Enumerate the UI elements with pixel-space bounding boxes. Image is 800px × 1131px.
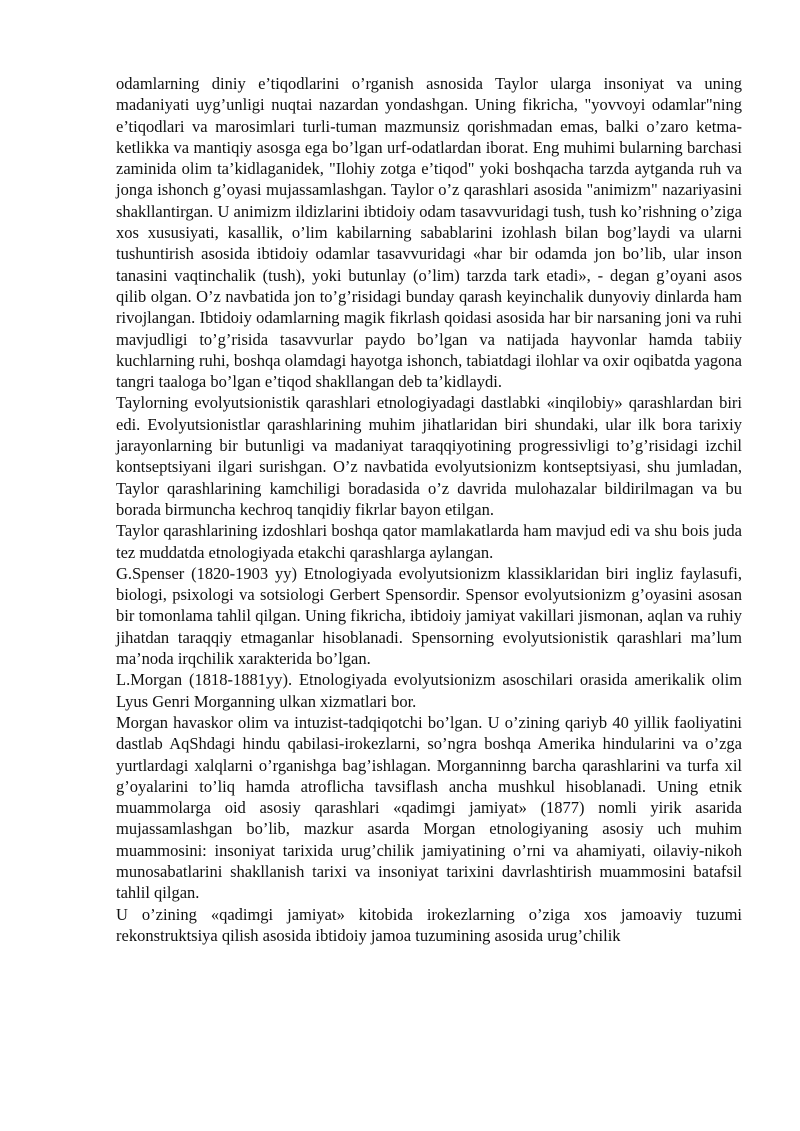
- paragraph-taylor-followers: Taylor qarashlarining izdoshlari boshqa qator mamlakatlarda ham mavjud edi va shu bois juda tez muddatda etnologiyada etakchi qarashlarga aylangan.: [116, 521, 742, 562]
- paragraph-taylor-evolutionism: Taylorning evolyutsionistik qarashlari etnologiyadagi dastlabki «inqilobiy» qarashlardan biri edi. Evolyutsionistlar qarashlarining muhim jihatlaridan biri shundaki, ular ilk bora tarixiy jarayonlarning bir butunligi va madaniyat taraqqiyotining progressivligi to’g’risidagi izchil kontseptsiyani ilgari surishgan. O’z navbatida evolyutsionizm kontseptsiyasi, shu jumladan, Taylor qarashlarining kamchiligi boradasida o’z davrida mulohazalar bildirilmagan va bu borada birmuncha kechroq tanqidiy fikrlar bayon etilgan.: [116, 393, 742, 519]
- paragraph-taylor-animism: odamlarning diniy e’tiqodlarini o’rganish asnosida Taylor ularga insoniyat va uning madaniyati uyg’unligi nuqtai nazardan yondashgan. Uning fikricha, "yovvoyi odamlar"ning e’tiqodlari va marosimlari turli-tuman mazmunsiz qorishmadan emas, balki o’zaro ketma-ketlikka va mantiqiy asosga ega bo’lgan urf-odatlardan iborat. Eng muhimi bularning barchasi zaminida olim ta’kidlaganidek, "Ilohiy zotga e’tiqod" yoki boshqacha tarzda aytganda ruh va jonga ishonch g’oyasi mujassamlashgan. Taylor o’z qarashlari asosida "animizm" nazariyasini shakllantirgan. U animizm ildizlarini ibtidoiy odam tasavvuridagi tush, tush ko’rishning o’ziga xos xususiyati, kasallik, o’lim kabilarning sabablarini izohlash bilan bog’laydi va ularni tushuntirish asosida ibtidoiy odamlar tasavvuridagi «har bir odamda jon bo’lib, ular inson tanasini vaqtinchalik (tush), yoki butunlay (o’lim) tarzda tark etadi», - degan g’oyani asos qilib olgan. O’z navbatida jon to’g’risidagi bunday qarash keyinchalik dunyoviy dinlarda ham rivojlangan. Ibtidoiy odamlarning magik fikrlash qoidasi asosida har bir narsaning joni va ruhi mavjudligi to’g’risida tasavvurlar paydo bo’lgan va natijada hayvonlar hamda tabiiy kuchlarning ruhi, boshqa olamdagi hayotga ishonch, tabiatdagi ilohlar va oxir oqibatda yagona tangri taaloga bo’lgan e’tiqod shakllangan deb ta’kidlaydi.: [116, 74, 742, 392]
- paragraph-spencer: G.Spenser (1820-1903 yy) Etnologiyada evolyutsionizm klassiklaridan biri ingliz faylasufi, biologi, psixologi va sotsiologi Gerbert Spensordir. Spensor evolyutsionizm g’oyasini asosan bir tomonlama tahlil qilgan. Uning fikricha, ibtidoiy jamiyat vakillari jismonan, aqlan va ruhiy jihatdan taraqqiy etmaganlar hisoblanadi. Spensorning evolyutsionistik qarashlari ma’lum ma’noda irqchilik xarakterida bo’lgan.: [116, 563, 742, 669]
- document-page: [116, 73, 742, 946]
- paragraph-morgan-work: Morgan havaskor olim va intuzist-tadqiqotchi bo’lgan. U o’zining qariyb 40 yillik faoliyatini dastlab AqShdagi hindu qabilasi-irokezlarni, so’ngra boshqa Amerika hindularini va o’zga yurtlardagi xalqlarni o’rganishga bag’ishlagan. Morganninng barcha qarashlarini va turfa xil g’oyalarini to’liq hamda atroflicha tavsiflash ancha mushkul hisoblanadi. Uning etnik muammolarga oid asosiy qarashlari «qadimgi jamiyat» (1877) nomli yirik asarida mujassamlashgan bo’lib, mazkur asarda Morgan etnologiyaning asosiy uch muhim muammosini: insoniyat tarixida urug’chilik jamiyatining o’rni va ahamiyati, oilaviy-nikoh munosabatlarini shakllanish tarixi va insoniyat tarixini davrlashtirish muammosini batafsil tahlil qilgan.: [116, 712, 742, 903]
- paragraph-ancient-society: U o’zining «qadimgi jamiyat» kitobida irokezlarning o’ziga xos jamoaviy tuzumi rekonstruktsiya qilish asosida ibtidoiy jamoa tuzumining asosida urug’chilik: [116, 904, 742, 945]
- paragraph-morgan-intro: L.Morgan (1818-1881yy). Etnologiyada evolyutsionizm asoschilari orasida amerikalik olim Lyus Genri Morganning ulkan xizmatlari bor.: [116, 670, 742, 711]
